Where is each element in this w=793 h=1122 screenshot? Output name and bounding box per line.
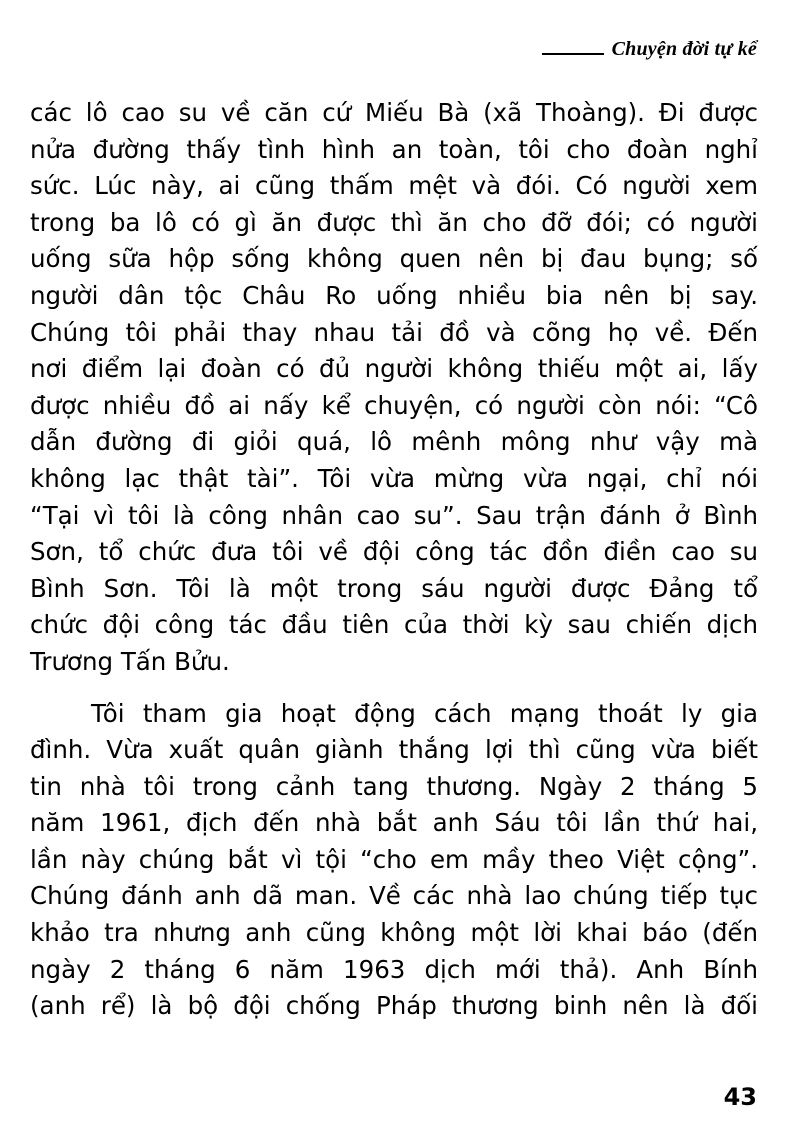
- text-line: sức. Lúc này, ai cũng thấm mệt và đói. Có người xem: [30, 171, 758, 201]
- paragraph-2: [30, 696, 758, 1025]
- paragraph-1: [30, 95, 758, 681]
- text-line: nơi điểm lại đoàn có đủ người không thiếu một ai, lấy: [30, 354, 758, 384]
- text-line: Sơn, tổ chức đưa tôi về đội công tác đồn điền cao su: [30, 537, 758, 567]
- text-line: Tôi tham gia hoạt động cách mạng thoát ly gia: [91, 698, 758, 728]
- text-line: không lạc thật tài”. Tôi vừa mừng vừa ngại, chỉ nói: [30, 463, 758, 493]
- text-line: tin nhà tôi trong cảnh tang thương. Ngày 2 tháng 5: [30, 771, 758, 801]
- header-title: Chuyện đời tự kể: [611, 38, 757, 60]
- text-line: năm 1961, địch đến nhà bắt anh Sáu tôi lần thứ hai,: [30, 808, 758, 838]
- text-line: Bình Sơn. Tôi là một trong sáu người được Đảng tổ: [30, 573, 758, 603]
- text-line: các lô cao su về căn cứ Miếu Bà (xã Thoàng). Đi được: [30, 98, 758, 127]
- text-line: Chúng đánh anh dã man. Về các nhà lao chúng tiếp tục: [30, 881, 758, 911]
- text-line: khảo tra nhưng anh cũng không một lời khai báo (đến: [30, 918, 758, 948]
- text-line: uống sữa hộp sống không quen nên bị đau bụng; số: [30, 244, 758, 274]
- text-line: dẫn đường đi giỏi quá, lô mênh mông như vậy mà: [30, 427, 758, 457]
- text-line: (anh rể) là bộ đội chống Pháp thương binh nên là đối: [30, 991, 758, 1021]
- text-line: đình. Vừa xuất quân giành thắng lợi thì cũng vừa biết: [30, 735, 758, 765]
- running-header: [542, 38, 757, 61]
- text-line: người dân tộc Châu Ro uống nhiều bia nên bị say.: [30, 280, 758, 310]
- text-line: trong ba lô có gì ăn được thì ăn cho đỡ đói; có người: [30, 207, 758, 237]
- text-line: Chúng tôi phải thay nhau tải đồ và cõng họ về. Đến: [30, 317, 758, 347]
- text-line: được nhiều đồ ai nấy kể chuyện, có người còn nói: “Cô: [30, 390, 758, 420]
- text-line: Trương Tấn Bửu.: [30, 646, 230, 676]
- body-text: [30, 95, 758, 1025]
- page-number: 43: [723, 1083, 757, 1111]
- text-line: nửa đường thấy tình hình an toàn, tôi cho đoàn nghỉ: [30, 134, 758, 164]
- text-line: chức đội công tác đầu tiên của thời kỳ sau chiến dịch: [30, 610, 758, 640]
- text-line: ngày 2 tháng 6 năm 1963 dịch mới thả). Anh Bính: [30, 954, 758, 984]
- text-line: “Tại vì tôi là công nhân cao su”. Sau trận đánh ở Bình: [30, 500, 758, 530]
- text-line: lần này chúng bắt vì tội “cho em mầy theo Việt cộng”.: [30, 844, 758, 874]
- header-rule: [542, 53, 604, 55]
